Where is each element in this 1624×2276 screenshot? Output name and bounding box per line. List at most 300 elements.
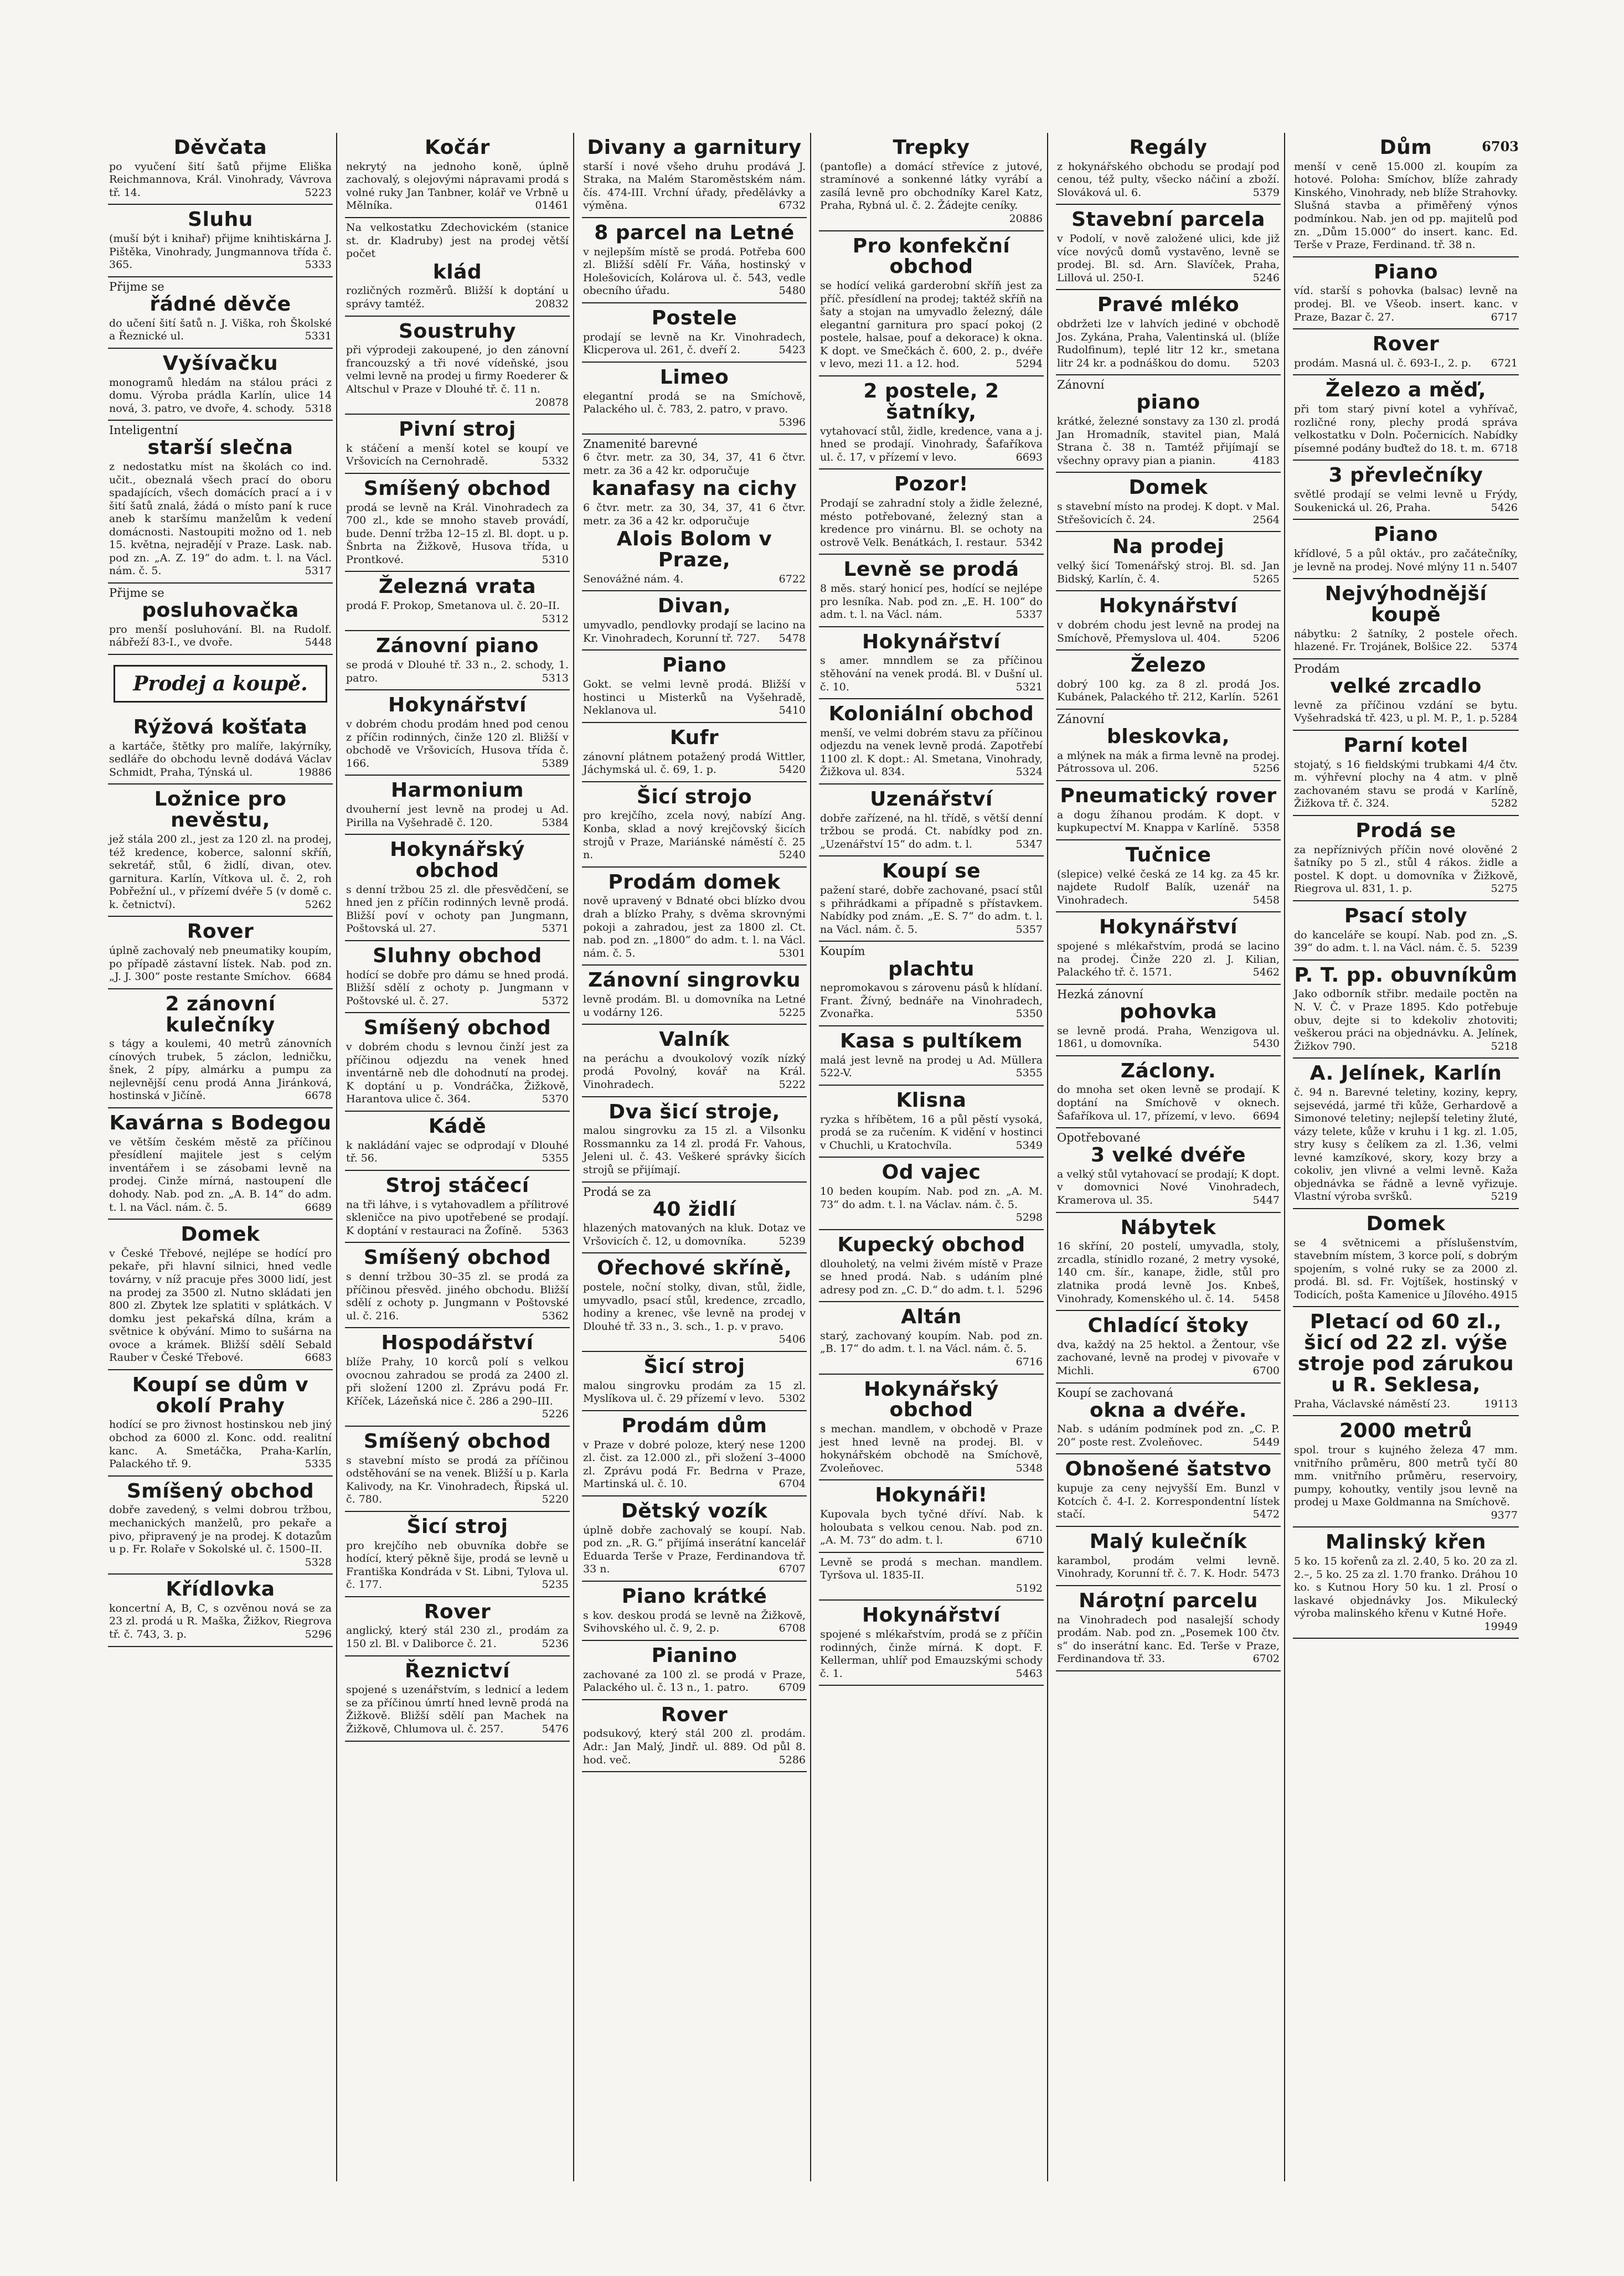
classified-ad <box>345 1013 570 1112</box>
ad-heading: Smíšený obchod <box>363 477 551 500</box>
ad-number: 4183 <box>1252 454 1280 467</box>
ad-text: nepromokavou s zárovenu pásů k hlídaní. Frant. Žívný, bednáře na Vinohradech, Zvonařka. 5350 <box>820 982 1043 1020</box>
ad-heading: Smíšený obchod <box>126 1479 315 1503</box>
ad-heading: A. Jelínek, Karlín <box>1309 1062 1502 1085</box>
ad-heading: 8 parcel na Letné <box>594 221 795 244</box>
ad-text: kupuje za ceny nejvyšší Em. Bunzl v Kotcích č. 4-I. 2. Korrespondentní lístek stačí. 5472 <box>1057 1482 1280 1521</box>
ad-column <box>1293 133 1522 2181</box>
ad-text: 6 čtvr. metr. za 30, 34, 37, 41 6 čtvr. metr. za 36 a 42 kr. odporučuje <box>583 451 806 477</box>
ad-number: 5480 <box>779 285 806 297</box>
ad-text: podsukový, který stál 200 zl. prodám. Adr.: Jan Malý, Jindř. ul. 889. Od půl 8. hod. več. 5286 <box>583 1727 806 1766</box>
ad-heading: Rover <box>424 1600 491 1623</box>
ad-preheading: Přijme se <box>109 586 164 600</box>
ad-number: 5284 <box>1491 712 1518 725</box>
ad-heading: Alois Bolom v Praze, <box>616 528 772 572</box>
ad-text: v nejlepším místě se prodá. Potřeba 600 zl. Bližší sdělí Fr. Váňa, hostinský v Holešovicích, Kolárova ul. č. 543, vedle obecního úřadu. 5480 <box>583 245 806 297</box>
classified-ad <box>819 1480 1044 1552</box>
newspaper-page <box>108 133 1525 2181</box>
ad-text: levně za příčinou vzdání se bytu. Vyšehradská tř. 423, u pl. M. P., 1. p. 5284 <box>1294 699 1518 725</box>
ad-number: 5226 <box>542 1408 569 1421</box>
ad-heading: Regály <box>1129 136 1208 159</box>
ad-heading: Domek <box>1128 476 1208 499</box>
ad-number: 5321 <box>1015 680 1043 693</box>
ad-number: 5331 <box>305 330 332 343</box>
ad-number: 5324 <box>1015 766 1043 778</box>
ad-heading: Vyšívačku <box>162 352 279 375</box>
ad-number: 5235 <box>542 1578 569 1591</box>
ad-heading: Piano krátké <box>621 1585 767 1608</box>
ad-heading: Stroj stáčecí <box>385 1174 529 1197</box>
ad-text: 16 skříní, 20 postelí, umyvadla, stoly, zrcadla, stínidlo rozané, 2 metry vysoké, 140 cm. šír., kanape, židle, stůl pro zlatnika prodá levně Jos. Knbeš, Vinohrady, Komenského ul. č. 14. 5458 <box>1057 1240 1280 1305</box>
ad-number: 5372 <box>542 994 569 1007</box>
ad-heading: Uzenářství <box>870 788 993 811</box>
ad-number: 5389 <box>542 757 569 770</box>
ad-text: v dobrém chodu jest levně na prodej na Smíchově, Přemyslova ul. 404. 5206 <box>1057 619 1280 644</box>
ad-number: 5302 <box>779 1392 806 1405</box>
ad-heading: Postele <box>651 306 738 329</box>
ad-heading: Rýžová košťata <box>133 715 308 739</box>
classified-ad <box>819 785 1044 856</box>
ad-number: 6678 <box>305 1090 332 1102</box>
classified-ad <box>1056 840 1281 912</box>
ad-number: 5203 <box>1252 357 1280 369</box>
classified-ad <box>819 1375 1044 1481</box>
ad-heading: Divan, <box>657 595 731 618</box>
ad-column <box>345 133 574 2181</box>
ad-text: jež stála 200 zl., jest za 120 zl. na prodej, též kredence, koberce, salonní skříň, sekretář, stůl, 6 židlí, divan, otev. garnitura. Karlín, Vítkova ul. č. 2, roh Pobřežní ul., v přízemí dvéře 5 (v domě c. k. četnictví). 5262 <box>109 833 332 911</box>
classified-ad <box>1056 710 1281 781</box>
ad-heading: Harmonium <box>390 779 524 802</box>
ad-heading: Železo <box>1131 654 1206 677</box>
ad-text: v dobrém chodu prodám hned pod cenou z příčin rodinných, činže 120 zl. Bližší v obchodě ve Vršovicích, Husova třída č. 166. 5389 <box>346 718 569 770</box>
classified-ad <box>1056 1527 1281 1586</box>
ad-text: pro krejčího neb obuvníka dobře se hodící, který pěkně šije, prodá se levně u Františka Kondráda v St. Libni, Tylova ul. č. 177. 5235 <box>346 1539 569 1591</box>
ad-heading: piano <box>1136 391 1200 414</box>
ad-text: se hodící veliká garderobní skříň jest za příč. přesídlení na prodej; taktéž skříň na šaty a stojan na umyvadlo železný, dále elegantní garnitura pro spací pokoj (2 postele, halsae, pouf a dekorace) k okna. K dopt. ve Smečkách č. 600, 2. p., dvéře v levo, mezi 11. a 12. hod. 5294 <box>820 280 1043 370</box>
ad-number: 5379 <box>1252 186 1280 199</box>
ad-text: umyvadlo, pendlovky prodají se lacino na Kr. Vinohradech, Korunní tř. 727. 5478 <box>583 619 806 644</box>
ad-preheading: Znamenité barevné <box>583 437 698 451</box>
ad-number: 19949 <box>1484 1620 1518 1633</box>
ad-heading: Od vajec <box>881 1161 981 1184</box>
ad-text: ryzka s hříbětem, 16 a půl pěstí vysoká, prodá se za ručením. K vidění v hostinci v Chuchli, u Kratochvíla. 5349 <box>820 1113 1043 1152</box>
ad-number: 5349 <box>1015 1139 1043 1152</box>
ad-number: 5370 <box>542 1093 569 1106</box>
ad-heading: Děvčata <box>173 136 267 159</box>
ad-heading: velké zrcadlo <box>1330 674 1482 698</box>
ad-heading: Sluhu <box>188 208 253 231</box>
ad-text: velký šicí Tomenářský stroj. Bl. sd. Jan Bidský, Karlín, č. 4. 5265 <box>1057 560 1280 585</box>
ad-text: z hokynářského obchodu se prodají pod cenou, též pulty, všecko náčiní a zboží. Slováková ul. 6. 5379 <box>1057 160 1280 199</box>
ad-text: pažení staré, dobře zachované, psací stůl s přihrádkami a případně s přístavkem. Nabídky pod znám. „E. S. 7“ do adm. t. l. na Václ. nám. č. 5. 5357 <box>820 884 1043 936</box>
ad-text: prodám. Masná ul. č. 693-I., 2. p. 6721 <box>1294 357 1518 369</box>
ad-text: malou singrovku za 15 zl. a Vilsonku Rossmannku za 14 zl. prodá Fr. Vahous, Jeleni ul. č. 43. Veškeré správky šicích strojů se přijímají. <box>583 1124 806 1176</box>
classified-ad <box>1293 579 1519 659</box>
classified-ad <box>1293 461 1519 520</box>
ad-heading: Altán <box>901 1305 962 1329</box>
ad-heading: 2 zánovní kulečníky <box>165 992 276 1036</box>
ad-number: 5458 <box>1252 1292 1280 1305</box>
classified-ad <box>108 1220 333 1370</box>
ad-heading: Záclony. <box>1120 1059 1216 1082</box>
ad-preheading: Koupí se zachovaná <box>1057 1386 1173 1400</box>
classified-ad <box>819 699 1044 785</box>
ad-heading: Koupí se <box>881 860 981 883</box>
ad-text: v dobrém chodu s levnou činží jest za příčinou odjezdu na venek hned inventárně neb dle dohodnutí na prodej. K doptání u p. Vondráčka, Žižkově, Harantova ulice č. 364. 5370 <box>346 1041 569 1106</box>
ad-text: menší, ve velmi dobrém stavu za příčinou odjezdu na venek levně prodá. Zapotřebí 1100 zl. K dopt.: Al. Smetana, Vinohrady, Žižkova ul. 834. 5324 <box>820 726 1043 778</box>
classified-ad <box>582 868 807 966</box>
ad-heading: Nároţní parcelu <box>1079 1589 1258 1612</box>
classified-ad <box>582 1411 807 1496</box>
ad-number: 5239 <box>779 1235 806 1247</box>
ad-heading: Zánovní piano <box>376 634 539 658</box>
ad-text: spojené s mlékařstvím, prodá se lacino na prodej. Činže 220 zl. J. Kilian, Palackého tř. č. 1571. 5462 <box>1057 940 1280 979</box>
ad-number: 5358 <box>1252 822 1280 834</box>
ad-heading: Rover <box>1372 333 1440 356</box>
ad-number: 5410 <box>779 704 806 717</box>
ad-text: se levně prodá. Praha, Wenzigova ul. 1861, u domovníka. 5430 <box>1057 1024 1280 1050</box>
classified-ad <box>1293 133 1519 257</box>
ad-text: anglický, který stál 230 zl., prodám za 150 zl. Bl. v Daliborce č. 21. 5236 <box>346 1624 569 1650</box>
classified-ad <box>582 591 807 651</box>
ad-number: 6721 <box>1491 357 1518 369</box>
ad-text: Gokt. se velmi levně prodá. Bližší v hostinci u Misterků na Vyšehradě, Neklanova ul. 5410 <box>583 678 806 717</box>
ad-number: 5225 <box>779 1006 806 1019</box>
ad-number: 6716 <box>1015 1356 1043 1369</box>
ad-number: 5363 <box>542 1224 569 1237</box>
ad-heading: Kádě <box>428 1114 487 1138</box>
ad-preheading: Zánovní <box>1057 713 1105 726</box>
ad-preheading: Hezká zánovní <box>1057 987 1143 1001</box>
classified-ad <box>1293 257 1519 329</box>
ad-text: krátké, železné sonstavy za 130 zl. prodá Jan Hromadník, stavitel pian, Malá Strana č. 38 n. Tamtéž přijímají se všechny opravy pian a pianin. 4183 <box>1057 415 1280 467</box>
ad-number: 4915 <box>1491 1288 1518 1301</box>
classified-ad <box>1056 1454 1281 1526</box>
ad-heading: Kasa s pultíkem <box>839 1029 1023 1052</box>
page-number: 6703 <box>1482 138 1519 154</box>
section-heading: Prodej a koupě. <box>114 665 327 703</box>
ad-number: 01461 <box>535 199 569 212</box>
ad-number: 5265 <box>1252 572 1280 585</box>
ad-heading: Hokynáři! <box>875 1484 988 1507</box>
ad-heading: plachtu <box>888 957 975 980</box>
ad-text: malou singrovku prodám za 15 zl. Myslíkova ul. č. 29 přízemí v levo. 5302 <box>583 1379 806 1405</box>
ad-text: malá jest levně na prodej u Ad. Müllera 522-V. 5355 <box>820 1054 1043 1080</box>
classified-ad <box>582 1183 807 1254</box>
ad-heading: Domek <box>1366 1212 1446 1235</box>
classified-ad <box>345 474 570 572</box>
ad-number: 6702 <box>1252 1653 1280 1665</box>
classified-ad <box>582 1700 807 1772</box>
ad-text: č. 94 n. Barevné teletiny, koziny, kepry, sejsevédá, jarmé tři kůže, Gerhardově a Simonové teletiny; nejlepší teletiny žluté, vázy telete, kůže v kruhu i 1 kg. zl. 1.05, stry kusy s čelíkem za zl. 1.36, velmi levné kamzíkové, skory, kozy brzy a cokoliv, jen vlivné a velmi levně. Kaža objednávka se řádně a levně vyřizuje. Vlastní výroba svršků. 5219 <box>1294 1086 1518 1203</box>
ad-heading: Piano <box>662 654 726 677</box>
ad-number: 5262 <box>305 898 332 911</box>
ad-text: v České Třebové, nejlépe se hodící pro pekaře, při hlavní silnici, hned vedle továrny, v níž pracuje přes 3000 lidí, jest na prodej za 3500 zl. Nutno skládati jen 800 zl. Zbytek lze splatiti v splátkách. V domku jest pekařská dílna, krám a světnice k obývání. Mimo to sušárna na ovoce a krámek. Bližší sdělí Sebald Rauber v České Třebové. 6683 <box>109 1247 332 1364</box>
ad-number: 5192 <box>1015 1582 1043 1594</box>
ad-number: 20878 <box>535 396 569 409</box>
ad-text: stojatý, s 16 fieldskými trubkami 4/4 čtv. m. výhřevní plochy na 4 atm. v plně zachovaném stavu se prodá v Karlíně, Žižkova tř. č. 324. 5282 <box>1294 758 1518 810</box>
classified-ad <box>819 231 1044 376</box>
ad-heading: Parní kotel <box>1343 734 1468 757</box>
ad-heading: 40 židlí <box>652 1198 736 1221</box>
ad-number: 5396 <box>779 416 806 429</box>
ad-text: na Vinohradech pod nasalejší schody prodám. Nab. pod zn. „Posemek 100 čtv. s“ do inserátní kanc. Ed. Terše v Praze, Ferdinandova tř. 33. 6702 <box>1057 1613 1280 1665</box>
ad-heading: Tučnice <box>1125 843 1211 866</box>
ad-text: zánovní plátnem potažený prodá Wittler, Jáchymská ul. č. 69, 1. p. 5420 <box>583 750 806 776</box>
classified-ad <box>345 1597 570 1656</box>
ad-heading: Prodá se <box>1355 819 1456 842</box>
ad-heading: Soustruhy <box>399 319 516 343</box>
ad-text: víd. starší s pohovka (balsac) levně na prodej. Bl. ve Všeob. insert. kanc. v Praze, Bazar č. 27. 6717 <box>1294 285 1518 323</box>
ad-number: 5240 <box>779 849 806 861</box>
ad-preheading: Prodám <box>1294 662 1340 675</box>
ad-heading: Kavárna s Bodegou <box>109 1112 332 1135</box>
ad-heading: Pozor! <box>894 473 968 496</box>
ad-number: 5261 <box>1252 691 1280 704</box>
ad-number: 5282 <box>1491 797 1518 810</box>
ad-column <box>582 133 811 2181</box>
ad-text: s tágy a koulemi, 40 metrů zánovních cínových trubek, 5 záclon, ledničku, šnek, 2 pípy, almárku a pumpu za nejlevnější cenu prodá Anna Jiránková, hostinská v Jičíně. 6678 <box>109 1038 332 1102</box>
ad-heading: posluhovačka <box>142 599 299 622</box>
ad-number: 5223 <box>305 186 332 199</box>
ad-heading: Levně se prodá <box>843 558 1019 581</box>
classified-ad <box>819 1086 1044 1158</box>
ad-heading: Dětský vozík <box>621 1499 768 1523</box>
ad-text: k stáčení a menší kotel se koupí ve Vršovicích na Cernohradě. 5332 <box>346 442 569 468</box>
classified-ad <box>1056 1311 1281 1383</box>
ad-number: 5256 <box>1252 762 1280 775</box>
classified-ad <box>345 690 570 776</box>
ad-heading: pohovka <box>1119 1000 1218 1023</box>
ad-number: 6684 <box>305 971 332 983</box>
ad-heading: Dům <box>1379 136 1432 159</box>
classified-ad <box>582 1097 807 1183</box>
ad-number: 5312 <box>542 612 569 625</box>
classified-ad <box>1056 985 1281 1056</box>
ad-heading: Trepky <box>893 136 970 159</box>
ad-text: spojené s mlékařstvím, prodá se z příčin rodinných, činže mírná. K dopt. F. Kellerman, uhlíř pod Emauzskými schody č. 1. 5463 <box>820 1628 1043 1680</box>
ad-text: s mechan. mandlem, v obchodě v Praze jest hned levně na prodej. Bl. v hokynářském obchodě na Smíchově, Zvoleňovec. 5348 <box>820 1423 1043 1474</box>
ad-text: vytahovací stůl, židle, kredence, vana a j. hned se prodají. Vinohrady, Šafaříkova ul. č. 17, v přízemí v levo. 6693 <box>820 425 1043 463</box>
ad-heading: Na prodej <box>1112 535 1225 559</box>
ad-number: 5462 <box>1252 966 1280 979</box>
ad-heading: P. T. pp. obuvníkům <box>1294 963 1518 987</box>
classified-ad <box>1056 205 1281 290</box>
ad-text: (muší být i knihař) přijme knihtiskárna J. Pištěka, Vinohrady, Jungmannova třída č. 365. 5333 <box>109 233 332 271</box>
ad-number: 6732 <box>779 199 806 212</box>
ad-heading: Kočár <box>425 136 490 159</box>
classified-ad <box>108 1108 333 1220</box>
ad-heading: Klisna <box>896 1088 967 1112</box>
classified-ad <box>108 917 333 989</box>
ad-number: 5318 <box>305 402 332 415</box>
classified-ad <box>582 1582 807 1641</box>
classified-ad <box>108 421 333 584</box>
classified-ad <box>345 1112 570 1171</box>
classified-ad <box>582 1641 807 1700</box>
classified-ad <box>108 1575 333 1647</box>
ad-text: se 4 světnicemi a příslušenstvím, stavebním místem, 3 korce polí, s dobrým spojením, s volné ruky se za 2000 zl. prodá. Bl. sd. Fr. Vojtíšek, hostinský v Todicích, pošta Kamenice u Jílového. 4915 <box>1294 1236 1518 1301</box>
ad-heading: starší slečna <box>147 436 293 460</box>
classified-ad <box>582 1496 807 1582</box>
classified-ad <box>582 435 807 591</box>
ad-heading: Zánovní singrovku <box>588 969 801 992</box>
classified-ad <box>1293 1527 1519 1639</box>
classified-ad <box>108 989 333 1108</box>
ad-text: na peráchu a dvoukolový vozík nízký prodá Povolný, kovář na Král. Vinohradech. 5222 <box>583 1052 806 1091</box>
classified-ad <box>582 218 807 303</box>
ad-heading: Obnošené šatstvo <box>1065 1458 1272 1481</box>
ad-number: 5333 <box>305 259 332 271</box>
ad-heading: Hokynářství <box>1099 595 1238 618</box>
ad-preheading: Opotřebované <box>1057 1131 1141 1145</box>
classified-ad <box>108 1477 333 1575</box>
ad-text: prodá F. Prokop, Smetanova ul. č. 20–II. 5312 <box>346 600 569 625</box>
classified-ad <box>345 218 570 317</box>
ad-number: 6708 <box>779 1622 806 1635</box>
ad-heading: Železo a měď, <box>1325 379 1487 402</box>
ad-heading: Nejvýhodnější koupě <box>1324 582 1487 626</box>
ad-heading: Dva šicí stroje, <box>609 1100 780 1123</box>
ad-heading: Piano <box>1374 260 1438 283</box>
ad-heading: Psací stoly <box>1344 904 1468 927</box>
ad-text: Nab. s udáním podmínek pod zn. „C. P. 20“ poste rest. Zvoleňovec. 5449 <box>1057 1423 1280 1448</box>
ad-text: s denní tržbou 25 zl. dle přesvědčení, se hned jen z příčin rodinných levně prodá. Bližší poví v ochoty pan Jungmann, Poštovská ul. 27. 5371 <box>346 883 569 935</box>
ad-number: 6683 <box>305 1351 332 1364</box>
ad-text: hlazených matovaných na kluk. Dotaz ve Vršovicích č. 12, u domovníka. 5239 <box>583 1222 806 1247</box>
ad-number: 5476 <box>542 1723 569 1736</box>
classified-ad <box>1056 912 1281 984</box>
classified-ad <box>1293 1307 1519 1416</box>
ad-preheading: Inteligentní <box>109 424 178 437</box>
ad-column <box>1056 133 1285 2181</box>
ad-number: 5301 <box>779 947 806 959</box>
ad-number: 5447 <box>1252 1194 1280 1207</box>
ad-text: (slepice) velké česká ze 14 kg. za 45 kr. najdete Rudolf Balík, uzenář na Vinohradech. 5458 <box>1057 868 1280 906</box>
classified-ad <box>1293 1416 1519 1527</box>
ad-number: 5423 <box>779 344 806 357</box>
ad-heading: Hokynářství <box>1099 916 1238 939</box>
classified-ad <box>819 627 1044 699</box>
ad-text: s amer. mnndlem se za příčinou stěhování na venek prodá. Bl. v Dušní ul. č. 10. 5321 <box>820 654 1043 693</box>
classified-ad <box>582 1352 807 1411</box>
ad-text: za nepříznivých příčin nové olověné 2 šatníky po 5 zl., stůl 4 rákos. židle a postel. K dopt. u domovníka v Žižkově, Riegrova ul. 831, 1. p. 5275 <box>1294 843 1518 895</box>
ad-number: 5458 <box>1252 894 1280 906</box>
classified-ad <box>819 469 1044 555</box>
classified-ad <box>1293 731 1519 816</box>
ad-text: nově upravený v Bdnaté obci blízko dvou drah a blízko Prahy, s dvěma skrovnými pokoji a zahradou, jest za 1800 zl. Ct. nab. pod zn. „1800“ do adm. t. l. na Václ. nám. č. 5. 5301 <box>583 895 806 959</box>
ad-number: 5406 <box>779 1333 806 1346</box>
ad-text: dobře zařízené, na hl. třídě, s větší denní tržbou se prodá. Ct. nabídky pod zn. „Uzenářství 15“ do adm. t. l. 5347 <box>820 812 1043 850</box>
ad-heading: Pianino <box>651 1644 738 1667</box>
classified-ad <box>108 133 333 205</box>
classified-ad <box>1293 520 1519 579</box>
classified-ad <box>1293 329 1519 375</box>
classified-ad <box>345 1243 570 1328</box>
classified-ad <box>1056 1056 1281 1128</box>
ad-text: dobrý 100 kg. za 8 zl. prodá Jos. Kubánek, Palackého tř. 212, Karlín. 5261 <box>1057 678 1280 704</box>
ad-heading: Nábytek <box>1120 1216 1216 1239</box>
ad-text: hodící se dobře pro dámu se hned prodá. Bližší sdělí z ochoty p. Jungmann v Poštovské ul. č. 27. 5372 <box>346 968 569 1007</box>
ad-heading: Křídlovka <box>166 1578 275 1601</box>
ad-text: po vyučení šití šatů přijme Eliška Reichmannova, Král. Vinohrady, Vávrova tř. 14. 5223 <box>109 160 332 199</box>
classified-ad <box>1056 532 1281 591</box>
ad-heading: kanafasy na cichy <box>591 477 797 500</box>
classified-ad <box>345 1328 570 1427</box>
ad-text: dlouholetý, na velmi živém místě v Praze se hned prodá. Nab. s udáním plné adresy pod zn. „C. D.“ do adm. t. l. 5296 <box>820 1257 1043 1296</box>
ad-number: 5219 <box>1491 1190 1518 1203</box>
ad-text: 6 čtvr. metr. za 30, 34, 37, 41 6 čtvr. metr. za 36 a 42 kr. odporučuje <box>583 502 806 527</box>
ad-text: nekrytý na jednoho koně, úplně zachovalý, s olejovými nápravami prodá s volné ruky Jan Tanbner, kolář ve Vrbně u Mělníka. 01461 <box>346 160 569 212</box>
ad-text: Kupovala bych tyčné dříví. Nab. k holoubata s velkou cenou. Nab. pod zn. „A. M. 73“ do adm. t. l. 6710 <box>820 1508 1043 1547</box>
ad-number: 5478 <box>779 632 806 644</box>
ad-number: 6693 <box>1015 451 1043 463</box>
ad-heading: Rover <box>187 920 254 943</box>
classified-ad <box>345 941 570 1013</box>
ad-text: spol. trour s kujného železa 47 mm. vnitřního průměru, 800 metrů tyčí 80 mm. vnitřního průměru, reservoiry, pumpy, kohoutky, ventily jsou levně na prodej u Maxe Goldmanna na Smíchově. 9377 <box>1294 1443 1518 1521</box>
ad-text: Jako odborník střibr. medaile poctěn na N. V. Č. v Praze 1895. Kdo potřebuje obuv, dejte si to kdekoliv zhotoviti; veškerou práci na objednávku. A. Jelínek, Žižkov 790. 5218 <box>1294 988 1518 1052</box>
ad-text: do kanceláře se koupí. Nab. pod zn. „S. 39“ do adm. t. l. na Václ. nám. č. 5. 5239 <box>1294 928 1518 954</box>
classified-ad <box>345 415 570 474</box>
ad-heading: Hokynářství <box>862 630 1001 653</box>
ad-number: 5332 <box>542 455 569 468</box>
ad-heading: Smíšený obchod <box>363 1429 551 1453</box>
ad-number: 19886 <box>298 766 332 778</box>
ad-heading: Kupecký obchod <box>837 1233 1025 1256</box>
classified-ad <box>1056 473 1281 532</box>
ad-number: 5355 <box>542 1152 569 1165</box>
ad-heading: Pravé mléko <box>1097 293 1240 317</box>
ad-number: 5430 <box>1252 1038 1280 1050</box>
ad-number: 2564 <box>1252 513 1280 526</box>
ad-text: a kartáče, štětky pro malíře, lakýrníky, sedláře do obchodu levně dodává Václav Schmidt, Praha, Týnská ul. 19886 <box>109 740 332 778</box>
ad-heading: Šicí strojo <box>636 785 752 808</box>
classified-ad <box>819 1601 1044 1686</box>
ad-column <box>108 133 337 2181</box>
classified-ad <box>108 349 333 421</box>
ad-text: Levně se prodá s mechan. mandlem. Tyršova ul. 1835-II. <box>820 1556 1043 1582</box>
ad-text: karambol, prodám velmi levně. Vinohrady, Korunní tř. č. 7. K. Hodr. 5473 <box>1057 1554 1280 1580</box>
ad-text: elegantní prodá se na Smíchově, Palackého ul. č. 783, 2. patro, v pravo. 5396 <box>583 390 806 429</box>
ad-text: hodící se pro živnost hostinskou neb jiný obchod za 6000 zl. Konc. odd. realitní kanc. A. Smetáčka, Praha-Karlín, Palackého tř. 9. 5335 <box>109 1418 332 1470</box>
ad-text: Na velkostatku Zdechovickém (stanice st. dr. Kladruby) jest na prodej větší počet <box>346 221 569 260</box>
ad-heading: Pletací od 60 zl., šicí od 22 zl. výše stroje pod zárukou u R. Seklesa, <box>1297 1310 1514 1396</box>
ad-text: do mnoha set oken levně se prodají. K doptání na Smíchově v oknech. Šafaříkova ul. 17, přízemí, v levo. 6694 <box>1057 1083 1280 1122</box>
classified-ad <box>582 723 807 782</box>
classified-ad <box>1293 816 1519 901</box>
classified-ad <box>1056 133 1281 205</box>
classified-ad <box>108 713 333 785</box>
ad-text: z nedostatku míst na školách co ind. učit., obeznalá všech prací do oboru spadajících, všech domácích prací a i v šití šatů znalá, žádá o místo paní k ruce aneb k staršímu manželům k vedení domácnosti. Nastoupiti možno od 1. neb 15. května, nejradějí v Praze. Lask. nab. pod zn. „A. Z. 19“ do adm. t. l. na Václ. nám. č. 5. 5317 <box>109 461 332 577</box>
ad-heading: Koupí se dům v okolí Prahy <box>132 1373 309 1417</box>
classified-ad <box>108 205 333 277</box>
ad-heading: Hospodářství <box>381 1331 534 1355</box>
classified-ad <box>819 1230 1044 1302</box>
classified-ad <box>108 1370 333 1477</box>
classified-ad <box>819 133 1044 231</box>
classified-ad <box>1293 1059 1519 1209</box>
ad-text: křídlové, 5 a půl oktáv., pro začátečníky, je levně na prodej. Nové mlýny 11 n. 5407 <box>1294 548 1518 573</box>
ad-text: levně prodám. Bl. u domovníka na Letné u vodárny 126. 5225 <box>583 993 806 1019</box>
ad-heading: Hokynářský obchod <box>390 838 525 882</box>
ad-heading: Domek <box>181 1223 260 1246</box>
ad-text: světlé prodají se velmi levně u Frýdy, Soukenická ul. 26, Praha. 5426 <box>1294 488 1518 514</box>
ad-number: 6694 <box>1252 1109 1280 1122</box>
ad-text: v Praze v dobré poloze, který nese 1200 zl. čist. za 12.000 zl., při složení 3–4000 zl. Zprávu podá Fr. Bedrna v Praze, Martinská ul. č. 10. 6704 <box>583 1438 806 1490</box>
ad-text: blíže Prahy, 10 korců polí s velkou ovocnou zahradou se prodá za 2400 zl. při složení 1200 zl. Zprávu podá Fr. Kříček, Lázeňská nice č. 286 a 290–III. 5226 <box>346 1355 569 1421</box>
ad-heading: Koloniální obchod <box>828 703 1034 726</box>
ad-heading: okna a dvéře. <box>1090 1398 1247 1422</box>
